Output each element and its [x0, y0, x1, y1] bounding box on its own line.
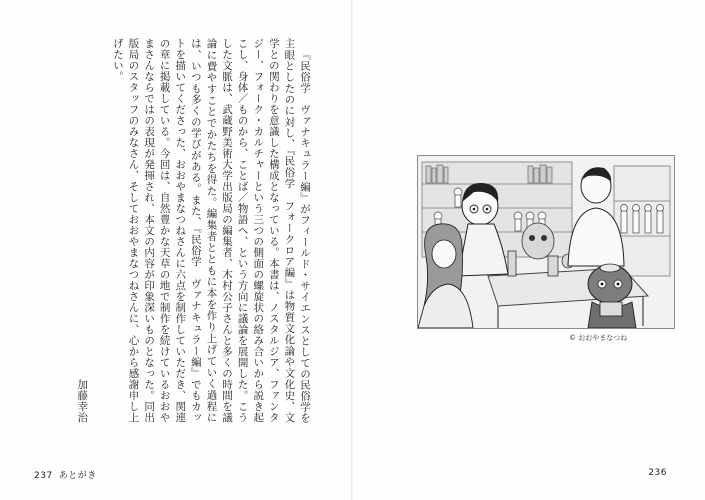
afterword-paragraph: 『民俗学 ヴァナキュラー編』がフィールド・サイエンスとしての民俗学を主眼としたのに対し、『民俗学 フォークロア編』は物質文化論や文化史、文学との関わりを意識した構成となっている。本書は、ノスタルジア、ファンタジー、フォーク・カルチャーという三つの側面の螺旋状の絡み合いから説き起こし、身体／ものから、ことば／物語へ、という方向に議論を展開した。こうした文脈は、武蔵野美術大学出版局の編集者、木村公子さんと多くの時間を議論に費やすことでかたちを得た。編集者とともに本を作り上げていく過程には、いつも多くの学びがある。また、『民俗学 ヴァナキュラー編』でもカットを描いてくださった、おおやまなつねさんに六点を制作していただき、関連の章に掲載している。今回は、自然豊かな天草の地で制作を続けているおおやまさんならではの表現が発揮され、本文の内容が印象深いものとなった。同出版局のスタッフのみなさん、そしておおやまなつねさんに、心から感謝申し上げたい。: [111, 38, 311, 424]
running-head: あとがき: [58, 471, 97, 481]
right-page-number: 236: [648, 468, 667, 478]
illustration-credit: © おおやまなつね: [569, 334, 628, 342]
author-signature: 加藤幸治: [76, 379, 89, 423]
afterword-text: [40, 38, 312, 423]
right-page: [353, 0, 705, 500]
illustration: [417, 155, 675, 329]
left-page-number: 237: [34, 471, 53, 481]
left-page-footer: [34, 468, 97, 481]
left-page: [0, 0, 352, 500]
illustration-drawing: [418, 156, 674, 328]
